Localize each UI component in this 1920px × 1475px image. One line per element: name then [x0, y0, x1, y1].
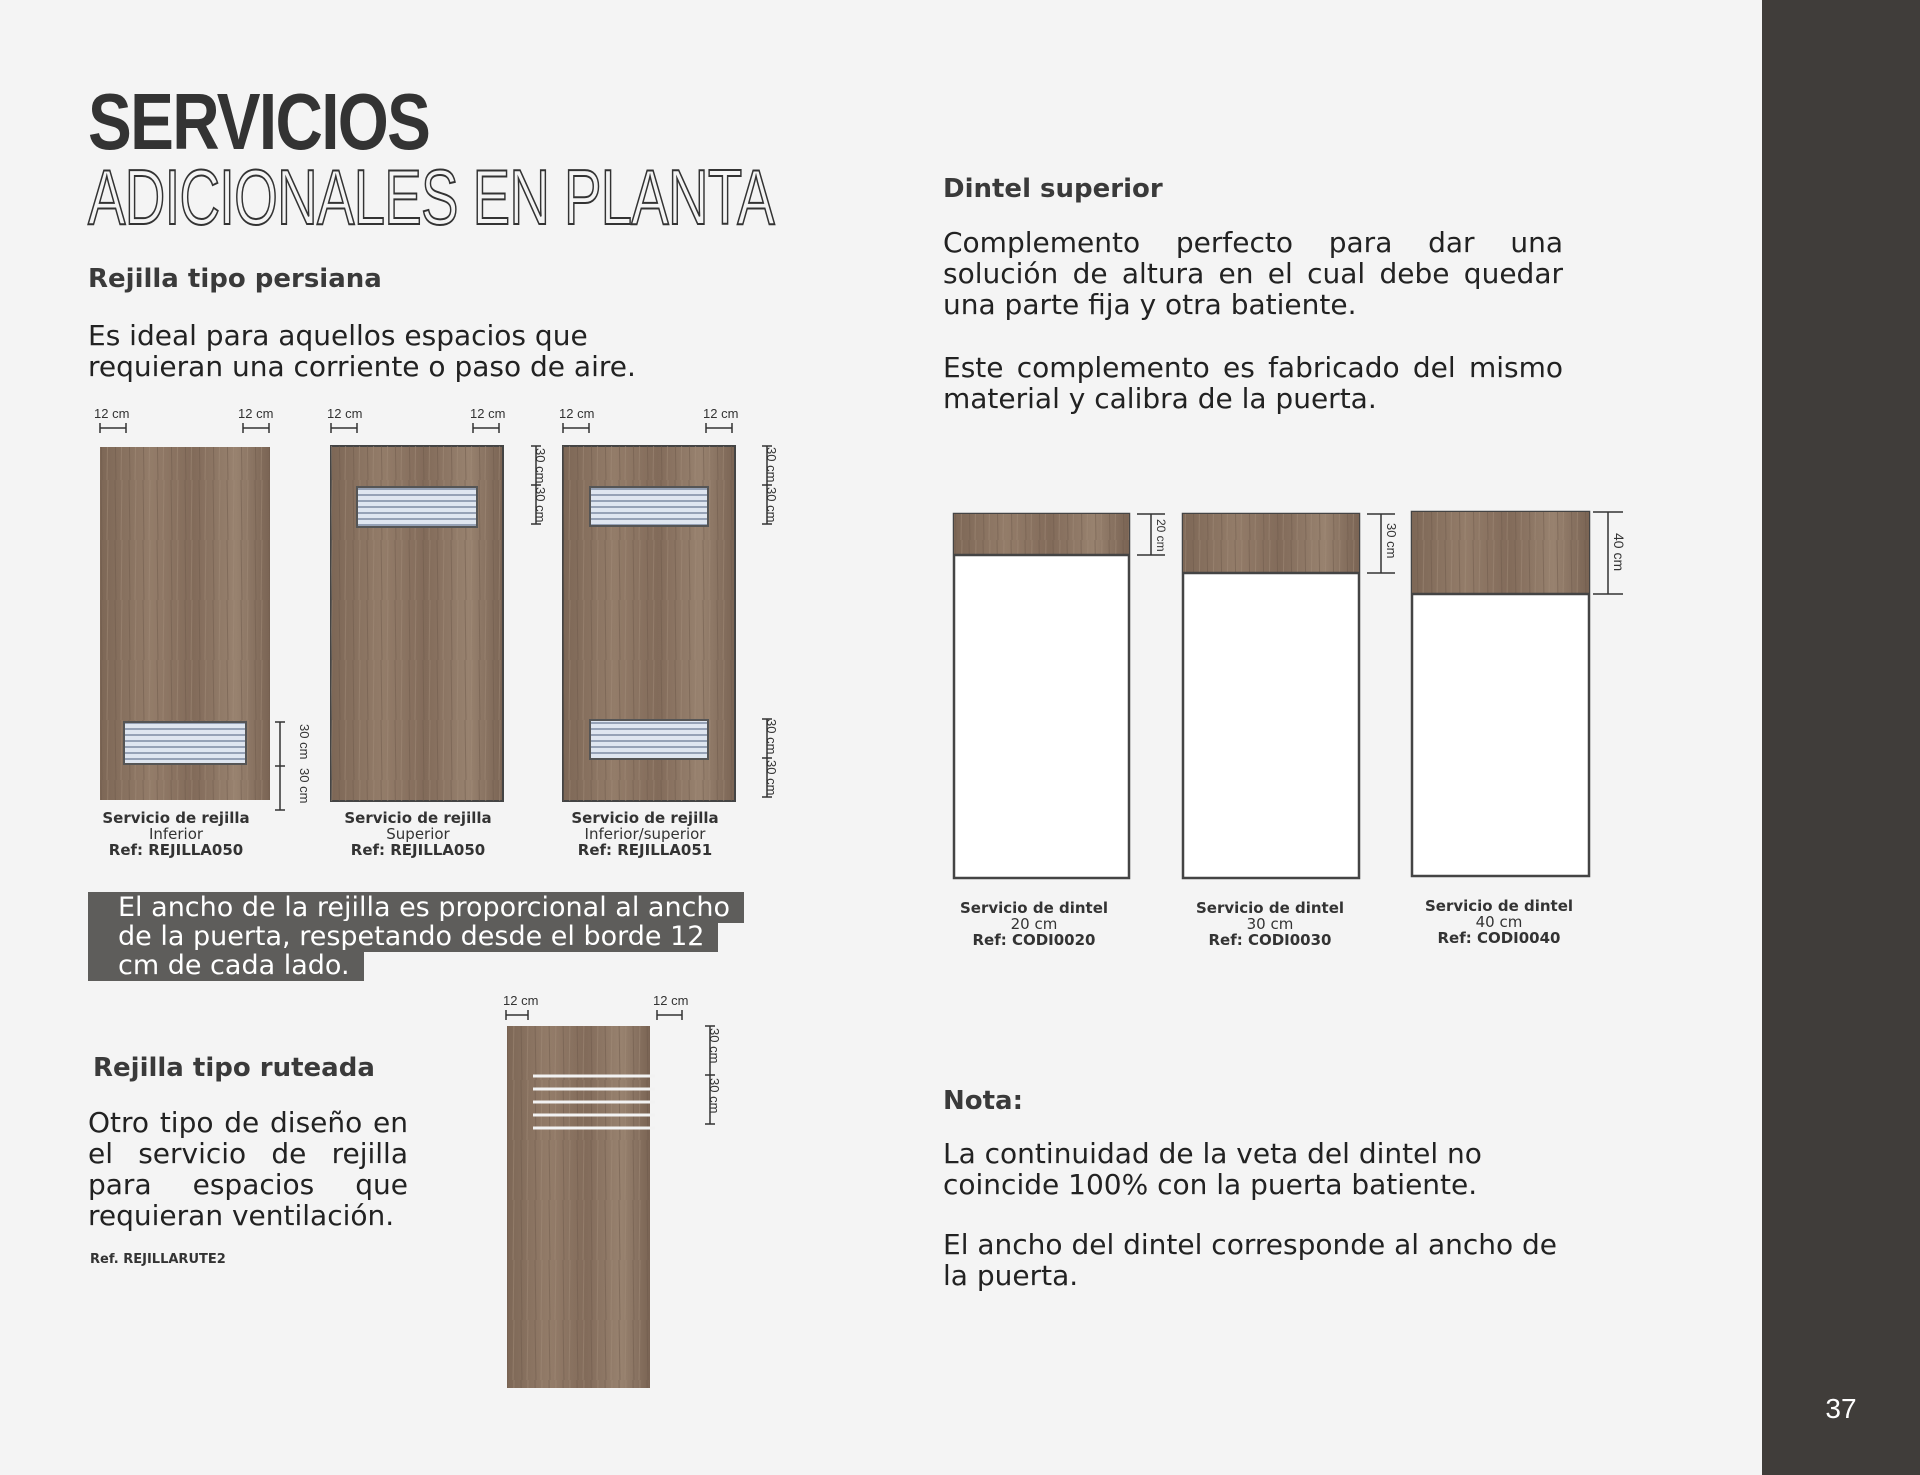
dintel-30	[1183, 514, 1359, 878]
svg-text:30 cm: 30 cm	[764, 487, 779, 523]
dintel-description-1: Complemento perfecto para dar una solución de altura en el cual debe quedar una parte fija y otra batiente.	[943, 226, 1563, 321]
door-caption-inferior: Servicio de rejilla Inferior Ref: REJILLA050	[102, 809, 250, 859]
svg-text:30 cm: 30 cm	[764, 447, 779, 483]
section-heading-persiana: Rejilla tipo persiana	[88, 264, 382, 294]
door-rejilla-inferior-superior	[563, 446, 735, 801]
section-heading-dintel: Dintel superior	[943, 174, 1163, 204]
door-rejilla-superior	[331, 446, 503, 801]
section-heading-ruteada: Rejilla tipo ruteada	[93, 1053, 375, 1083]
svg-text:30 cm: 30 cm	[707, 1078, 722, 1114]
dintel-caption-20: Servicio de dintel 20 cm Ref: CODI0020	[959, 899, 1109, 949]
dim-label-12cm: 12 cm	[327, 406, 363, 421]
svg-text:30 cm: 30 cm	[533, 448, 548, 484]
width-note-text: El ancho de la rejilla es proporcional al ancho de la puerta, respetando desde el borde 12 cm de cada lado.	[88, 892, 744, 981]
svg-text:30 cm: 30 cm	[707, 1028, 722, 1064]
svg-text:30 cm: 30 cm	[533, 487, 548, 523]
door-caption-superior: Servicio de rejilla Superior Ref: REJILLA050	[344, 809, 492, 859]
ruteada-description: Otro tipo de diseño en el servicio de rejilla para espacios que requieran ventilación.	[88, 1106, 408, 1232]
door-rejilla-inferior	[100, 447, 270, 800]
nota-text-1: La continuidad de la veta del dintel no coincide 100% con la puerta batiente.	[943, 1137, 1482, 1201]
dim-label-12cm: 12 cm	[470, 406, 506, 421]
dim-label-12cm: 12 cm	[653, 993, 689, 1008]
dim-label-12cm: 12 cm	[238, 406, 274, 421]
dintel-caption-40: Servicio de dintel 40 cm Ref: CODI0040	[1424, 897, 1574, 947]
nota-text-2: El ancho del dintel corresponde al ancho de la puerta.	[943, 1228, 1558, 1292]
svg-text:30 cm: 30 cm	[764, 760, 779, 796]
dim-label-12cm: 12 cm	[94, 406, 130, 421]
nota-heading: Nota:	[943, 1086, 1023, 1116]
page-number: 37	[1825, 1393, 1857, 1424]
dintel-caption-30: Servicio de dintel 30 cm Ref: CODI0030	[1195, 899, 1345, 949]
svg-text:30 cm: 30 cm	[297, 724, 312, 760]
dim-label-12cm: 12 cm	[703, 406, 739, 421]
svg-text:30 cm: 30 cm	[297, 768, 312, 804]
dintel-description-2: Este complemento es fabricado del mismo material y calibra de la puerta.	[943, 351, 1563, 415]
dintel-20	[954, 514, 1129, 878]
svg-text:30 cm: 30 cm	[764, 719, 779, 755]
svg-text:20 cm: 20 cm	[1154, 519, 1168, 552]
persiana-description: Es ideal para aquellos espacios que requieran una corriente o paso de aire.	[88, 319, 636, 383]
page-subtitle: ADICIONALES EN PLANTA	[88, 153, 775, 241]
page-title: SERVICIOS	[88, 77, 430, 166]
door-caption-inferior-superior: Servicio de rejilla Inferior/superior Ref: REJILLA051	[571, 809, 719, 859]
door-rejilla-ruteada	[507, 1026, 655, 1388]
svg-text:30 cm: 30 cm	[1384, 523, 1399, 559]
svg-text:40 cm: 40 cm	[1611, 533, 1627, 572]
dintel-40	[1412, 512, 1589, 876]
ruteada-ref: Ref. REJILLARUTE2	[90, 1252, 226, 1267]
dim-label-12cm: 12 cm	[559, 406, 595, 421]
dim-label-12cm: 12 cm	[503, 993, 539, 1008]
